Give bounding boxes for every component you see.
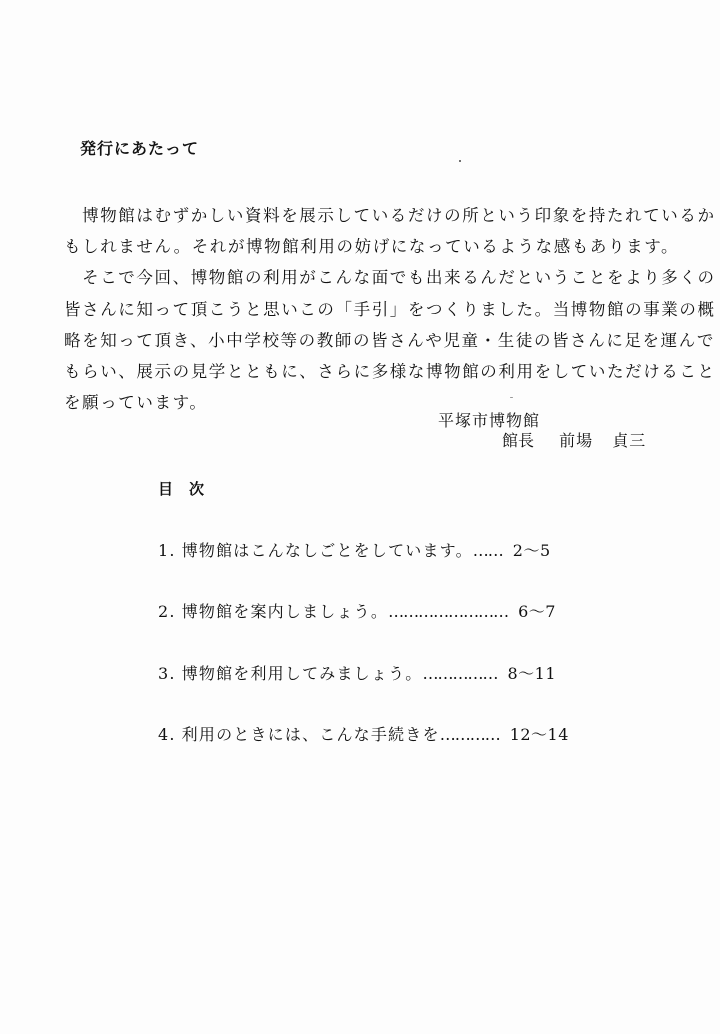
toc-item-number: 3. [158, 664, 176, 683]
toc-title-char: 次 [189, 480, 205, 498]
toc-item-title: 博物館を案内しましょう。 [181, 602, 389, 621]
director-role: 館長 [502, 431, 535, 450]
toc-item-pages: 2～5 [512, 541, 551, 560]
toc-leader-dots: ………… [439, 725, 500, 744]
toc-item [158, 599, 556, 622]
toc-title [158, 478, 204, 499]
paragraph-line: もらい、展示の見学とともに、さらに多様な博物館の利用をしていただけること [64, 362, 716, 381]
director-signature [502, 428, 646, 451]
paragraph-line: 皆さんに知って頂こうと思いこの「手引」をつくりました。当博物館の事業の概 [64, 300, 716, 319]
organization-name: 平塚市博物館 [438, 411, 541, 430]
toc-item-number: 1. [158, 541, 176, 560]
toc-item-title: 博物館を利用してみましょう。 [181, 664, 423, 683]
paragraph-line: 略を知って頂き、小中学校等の教師の皆さんや児童・生徒の皆さんに足を運んで [64, 331, 715, 350]
toc-item [158, 661, 556, 684]
scan-speck [510, 397, 513, 398]
preface-heading: 発行にあたって [80, 139, 200, 158]
toc-item [158, 722, 569, 745]
paragraph-line: もしれません。それが博物館利用の妨げになっているような感もあります。 [64, 237, 680, 256]
toc-leader-dots: …………… [422, 664, 498, 683]
toc-item-title: 利用のときには、こんな手続きを [181, 725, 440, 744]
toc-leader-dots: …………………… [388, 602, 509, 621]
toc-leader-dots: …… [472, 541, 503, 560]
toc-item-pages: 8～11 [507, 664, 557, 683]
toc-item-number: 2. [158, 602, 176, 621]
toc-item-pages: 6～7 [518, 602, 556, 621]
scan-speck [459, 160, 461, 162]
paragraph-line: 博物館はむずかしい資料を展示しているだけの所という印象を持たれているか [64, 206, 716, 225]
paragraph-line: そこで今回、博物館の利用がこんな面でも出来るんだということをより多くの [64, 268, 716, 287]
toc-item-number: 4. [158, 725, 176, 744]
director-given-name: 貞三 [612, 431, 647, 450]
toc-title-char: 目 [158, 480, 174, 498]
toc-item-pages: 12～14 [509, 725, 569, 744]
toc-item-title: 博物館はこんなしごとをしています。 [181, 541, 473, 560]
director-surname: 前場 [559, 431, 594, 450]
toc-item [158, 538, 551, 561]
paragraph-line: を願っています。 [64, 393, 208, 412]
